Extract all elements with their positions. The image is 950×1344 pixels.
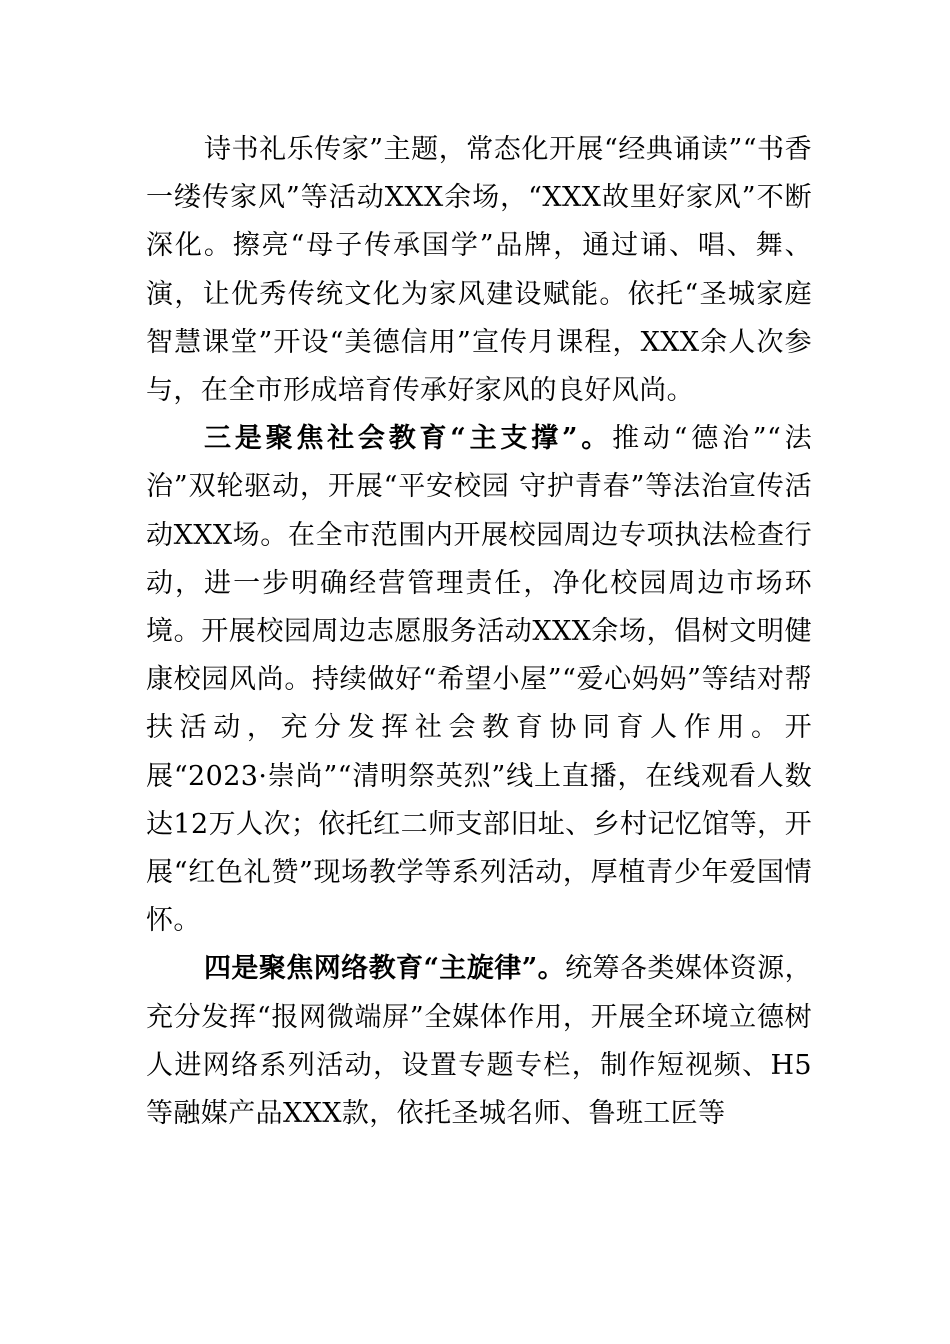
paragraph-network-education [146,945,812,1138]
document-body [146,126,812,1138]
paragraph-text: 推动“德治”“法治”双轮驱动，开展“平安校园 守护青春”等法治宣传活动XXX场。在全市范围内开展校园周边专项执法检查行动，进一步明确经营管理责任，净化校园周边市场环境。开展校园周边志愿服务活动XXX余场，倡树文明健康校园风尚。持续做好“希望小屋”“爱心妈妈”等结对帮扶活动，充分发挥社会教育协同育人作用。开展“2023·崇尚”“清明祭英烈”线上直播，在线观看人数达12万人次；依托红二师支部旧址、乡村记忆馆等，开展“红色礼赞”现场教学等系列活动，厚植青少年爱国情怀。 [146,423,812,937]
section-heading-social-education: 三是聚焦社会教育“主支撑”。 [204,423,613,455]
paragraph-text: 统筹各类媒体资源，充分发挥“报网微端屏”全媒体作用，开展全环境立德树人进网络系列活动，设置专题专栏，制作短视频、H5等融媒产品XXX款，依托圣城名师、鲁班工匠等 [146,953,812,1130]
paragraph-family-tradition [146,126,812,415]
paragraph-text: 诗书礼乐传家”主题，常态化开展“经典诵读”“书香一缕传家风”等活动XXX余场，“XXX故里好家风”不断深化。擦亮“母子传承国学”品牌，通过诵、唱、舞、演，让优秀传统文化为家风建设赋能。依托“圣城家庭智慧课堂”开设“美德信用”宣传月课程，XXX余人次参与，在全市形成培育传承好家风的良好风尚。 [146,134,812,407]
section-heading-network-education: 四是聚焦网络教育“主旋律”。 [204,953,566,985]
paragraph-social-education [146,415,812,945]
